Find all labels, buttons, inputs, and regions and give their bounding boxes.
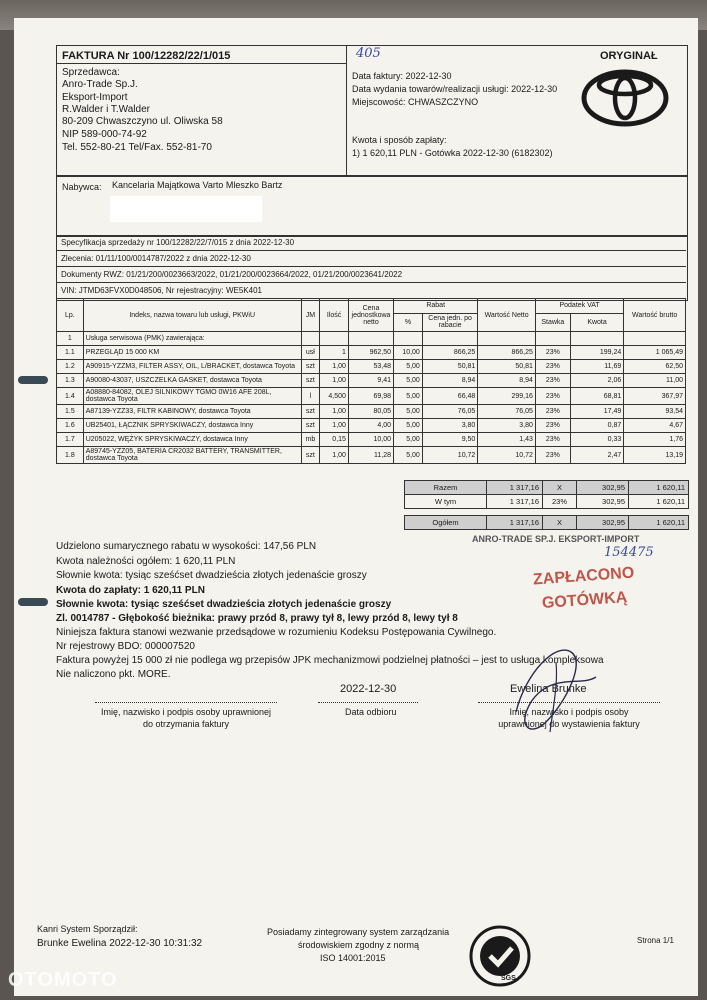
cell-pct: 5,00 [394,433,423,447]
summary-row-ogolem [405,516,689,530]
cell-jm: szt [301,360,320,374]
cell-name: Usługa serwisowa (PMK) zawierająca: [83,332,301,346]
cell-rate: 23% [535,405,570,419]
cell-jm: usł [301,346,320,360]
header-price: Cena jednostkowa netto [348,299,393,332]
cell-dprice: 866,25 [422,346,478,360]
table-row [57,360,686,374]
signature-line-receiver [95,702,277,703]
specs-divider [56,266,686,267]
cell-lp: 1.3 [57,374,84,388]
cell-net: 3,80 [478,419,536,433]
cell-rate: 23% [535,388,570,405]
summary-rate: X [543,481,577,495]
summary-gross: 1 620,11 [629,516,689,530]
summary-gross: 1 620,11 [629,495,689,509]
cell-lp: 1.4 [57,388,84,405]
receiver-caption [95,708,277,730]
stamp-paid: ZAPŁACONO [532,564,635,589]
cell-name: A89745-YZZ05, BATERIA CR2032 BATTERY, TRANSMITTER, dostawca Toyota [83,447,301,464]
table-row [57,447,686,464]
cell-vat: 0,33 [570,433,623,447]
receiver-caption-line: do otrzymania faktury [142,718,230,729]
summary-label: W tym [405,495,487,509]
cell-dprice: 76,05 [422,405,478,419]
cell-dprice: 50,81 [422,360,478,374]
summary-rate: 23% [543,495,577,509]
header-divider [346,45,347,175]
cell-name: A90915-YZZM3, FILTER ASSY, OIL, L/BRACKET, dostawca Toyota [83,360,301,374]
due-line: Kwota należności ogółem: 1 620,11 PLN [56,556,236,567]
cell-name: A87139-YZZ33, FILTR KABINOWY, dostawca Toyota [83,405,301,419]
summary-label: Razem [405,481,487,495]
cell-jm: szt [301,447,320,464]
cell-vat [570,332,623,346]
cell-price: 4,00 [348,419,393,433]
jpk-line: Faktura powyżej 15 000 zł nie podlega wg przepisów JPK mechanizmowi podzielnej płatności – jest to usługa kompleksowa [56,655,604,666]
iso-line: ISO 14001:2015 [320,953,386,963]
table-row [57,419,686,433]
cell-price: 11,28 [348,447,393,464]
cell-pct: 5,00 [394,405,423,419]
cell-lp: 1.8 [57,447,84,464]
payment-value: 1) 1 620,11 PLN - Gotówka 2022-12-30 (6182302) [352,148,553,158]
cell-pct: 5,00 [394,374,423,388]
cell-qty: 1,00 [320,447,349,464]
cell-lp: 1.1 [57,346,84,360]
cell-lp: 1 [57,332,84,346]
summary-label: Ogółem [405,516,487,530]
cell-jm: l [301,388,320,405]
seller-line: 80-209 Chwaszczyno ul. Oliwska 58 [62,116,223,127]
receiver-caption-line: Imię, nazwisko i podpis osoby uprawnionej [100,707,272,717]
table-body [57,332,686,464]
stamp-company: ANRO-TRADE SP.J. EKSPORT-IMPORT [472,534,640,544]
header-lp: Lp. [57,299,84,332]
cell-jm [301,332,320,346]
cell-name: A90080-43037, USZCZELKA GASKET, dostawca Toyota [83,374,301,388]
cell-jm: szt [301,419,320,433]
to-pay-line: Kwota do zapłaty: 1 620,11 PLN [56,585,205,596]
cell-gross: 93,54 [624,405,686,419]
cell-qty: 1,00 [320,374,349,388]
cell-vat: 68,81 [570,388,623,405]
author-line: Brunke Ewelina 2022-12-30 10:31:32 [37,938,203,949]
table-row [57,433,686,447]
summary-rate: X [543,516,577,530]
cell-qty: 1,00 [320,419,349,433]
cell-lp: 1.6 [57,419,84,433]
payment-label: Kwota i sposób zapłaty: [352,135,447,145]
sgs-label: SGS [501,975,516,982]
header-name: Indeks, nazwa towaru lub usługi, PKWiU [83,299,301,332]
header-vat-amount: Kwota [570,313,623,331]
receipt-date: 2022-12-30 [340,683,397,695]
handwritten-note: 405 [356,46,381,61]
cell-dprice: 3,80 [422,419,478,433]
table-row [57,332,686,346]
buyer-label: Nabywca: [62,182,102,192]
cell-pct: 5,00 [394,360,423,374]
cell-gross: 1 065,49 [624,346,686,360]
cell-qty [320,332,349,346]
cell-lp: 1.5 [57,405,84,419]
invoice-title: FAKTURA Nr 100/12282/22/1/015 [62,50,231,62]
header-vat-rate: Stawka [535,313,570,331]
cell-vat: 17,49 [570,405,623,419]
header-gross: Wartość brutto [624,299,686,332]
title-underline [56,63,346,64]
words-bold-line: Słownie kwota: tysiąc sześćset dwadzieścia złotych jedenaście groszy [56,599,392,610]
place: Miejscowość: CHWASZCZYNO [352,97,479,107]
cell-rate [535,332,570,346]
cell-dprice [422,332,478,346]
cell-net: 8,94 [478,374,536,388]
more-line: Nie naliczono pkt. MORE. [56,669,171,680]
delivery-date: Data wydania towarów/realizacji usługi: 2022-12-30 [352,84,558,94]
header-jm: JM [301,299,320,332]
cell-dprice: 10,72 [422,447,478,464]
summary-spacer [405,509,689,516]
header-disc-price: Cena jedn. po rabacie [422,313,478,331]
spec-line: Specyfikacja sprzedaży nr 100/12282/22/7/015 z dnia 2022-12-30 [61,238,295,247]
seller-line: NIP 589-000-74-92 [62,129,147,140]
header-disc-pct: % [394,313,423,331]
summary-gross: 1 620,11 [629,481,689,495]
seller-line: Eksport-Import [62,92,128,103]
summary-vat: 302,95 [577,516,629,530]
summary-vat: 302,95 [577,481,629,495]
specs-divider [56,250,686,251]
cell-name: UB25401, ŁĄCZNIK SPRYSKIWACZY, dostawca Inny [83,419,301,433]
stamp-handwritten: 154475 [604,545,654,560]
cell-gross: 13,19 [624,447,686,464]
cell-qty: 4,500 [320,388,349,405]
bdo-line: Nr rejestrowy BDO: 000007520 [56,641,195,652]
cell-dprice: 9,50 [422,433,478,447]
cell-net: 1,43 [478,433,536,447]
cell-rate: 23% [535,419,570,433]
rwz-line: Dokumenty RWZ: 01/21/200/0023663/2022, 01/21/200/0023664/2022, 01/21/200/0023641/2022 [61,270,403,279]
cell-jm: mb [301,433,320,447]
invoice-date: Data faktury: 2022-12-30 [352,71,452,81]
cell-rate: 23% [535,433,570,447]
cell-gross: 1,76 [624,433,686,447]
cell-lp: 1.7 [57,433,84,447]
table-row [57,346,686,360]
cell-name: PRZEGLĄD 15 000 KM [83,346,301,360]
cell-qty: 1,00 [320,360,349,374]
cell-pct: 10,00 [394,346,423,360]
buyer-name: Kancelaria Majątkowa Varto Mleszko Bartz [112,180,283,190]
cell-vat: 2,06 [570,374,623,388]
system-line: Kanri System Sporządził: [37,924,138,934]
issuer-caption-line: Imię, nazwisko i podpis osoby [509,707,629,717]
cell-dprice: 66,48 [422,388,478,405]
cell-vat: 11,69 [570,360,623,374]
cell-vat: 0,87 [570,419,623,433]
redaction-box [110,196,262,222]
binder-hole-top [18,376,48,384]
words-line: Słownie kwota: tysiąc sześćset dwadzieścia złotych jedenaście groszy [56,570,367,581]
cell-pct: 5,00 [394,388,423,405]
seller-label: Sprzedawca: [62,67,120,78]
cell-rate: 23% [535,360,570,374]
summary-row-wtym [405,495,689,509]
summary-row-razem [405,481,689,495]
receipt-date-label: Data odbioru [345,707,397,717]
cell-name: U205022, WĘŻYK SPRYSKIWACZY, dostawca Inny [83,433,301,447]
header-net: Wartość Netto [478,299,536,332]
cell-net: 299,16 [478,388,536,405]
cell-jm: szt [301,405,320,419]
original-label: ORYGINAŁ [600,50,658,62]
watermark: OTOMOTO [8,969,118,991]
summary-vat: 302,95 [577,495,629,509]
cell-net: 76,05 [478,405,536,419]
issuer-caption-line: uprawnionej do wystawienia faktury [498,718,640,729]
sgs-certification-icon [468,924,532,988]
signature-line-date [318,702,418,703]
cell-vat: 2,47 [570,447,623,464]
seller-line: Tel. 552-80-21 Tel/Fax. 552-81-70 [62,142,212,153]
cell-vat: 199,24 [570,346,623,360]
cell-price: 962,50 [348,346,393,360]
cell-gross: 62,50 [624,360,686,374]
cell-pct [394,332,423,346]
order-line: Zlecenia: 01/11/100/0014787/2022 z dnia 2022-12-30 [61,254,251,263]
table-row [57,405,686,419]
seller-line: Anro-Trade Sp.J. [62,79,138,90]
cell-net [478,332,536,346]
cell-price: 9,41 [348,374,393,388]
header-discount: Rabat [394,299,478,314]
cell-rate: 23% [535,447,570,464]
table-header-row [57,299,686,314]
cell-net: 50,81 [478,360,536,374]
notice-line: Niniejsza faktura stanowi wezwanie przedsądowe w rozumieniu Kodeksu Postępowania Cywilnego. [56,627,497,638]
summary-net: 1 317,16 [487,495,543,509]
summary-net: 1 317,16 [487,516,543,530]
specs-divider [56,282,686,283]
cell-rate: 23% [535,374,570,388]
summary-net: 1 317,16 [487,481,543,495]
cell-pct: 5,00 [394,447,423,464]
header-qty: Ilość [320,299,349,332]
toyota-logo-icon [580,68,670,128]
tread-line: Zl. 0014787 - Głębokość bieżnika: prawy przód 8, prawy tył 8, lewy przód 8, lewy tył 8 [56,613,458,624]
cell-pct: 5,00 [394,419,423,433]
cell-price [348,332,393,346]
issuer-name: Ewelina Brunke [510,683,587,695]
cell-gross: 4,67 [624,419,686,433]
cell-rate: 23% [535,346,570,360]
binder-hole-bottom [18,598,48,606]
cell-gross [624,332,686,346]
cell-gross: 367,97 [624,388,686,405]
items-table [56,298,686,464]
iso-line: Posiadamy zintegrowany system zarządzania [267,927,450,937]
seller-line: R.Walder i T.Walder [62,104,150,115]
vin-line: VIN: JTMD63FVX0D048506, Nr rejestracyjny: WE5K401 [61,286,262,295]
cell-gross: 11,00 [624,374,686,388]
table-row [57,388,686,405]
cell-dprice: 8,94 [422,374,478,388]
cell-qty: 1,00 [320,405,349,419]
cell-jm: szt [301,374,320,388]
cell-qty: 0,15 [320,433,349,447]
cell-lp: 1.2 [57,360,84,374]
cell-price: 80,05 [348,405,393,419]
discount-line: Udzielono sumarycznego rabatu w wysokości: 147,56 PLN [56,541,317,552]
iso-line: środowiskiem zgodny z normą [298,940,420,950]
cell-price: 69,98 [348,388,393,405]
table-row [57,374,686,388]
summary-table [404,480,689,530]
cell-net: 866,25 [478,346,536,360]
cell-net: 10,72 [478,447,536,464]
cell-price: 53,48 [348,360,393,374]
header-vat: Podatek VAT [535,299,623,314]
stamp-cash: GOTÓWKĄ [541,589,628,612]
cell-name: A08880-84082, OLEJ SILNIKOWY TGMO 0W16 AFE 208L, dostawca Toyota [83,388,301,405]
page-number: Strona 1/1 [637,936,674,945]
cell-price: 10,00 [348,433,393,447]
cell-qty: 1 [320,346,349,360]
signature-scribble [496,632,606,742]
